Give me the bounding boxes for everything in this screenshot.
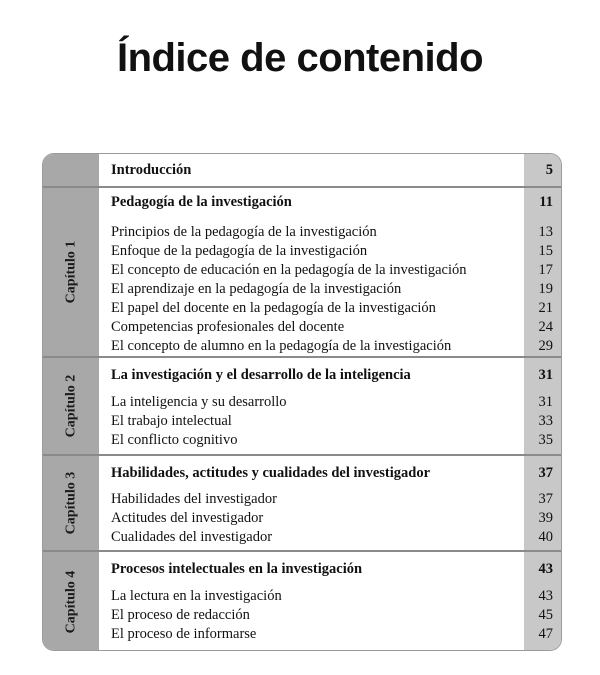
toc-entry[interactable]: El concepto de educación en la pedagogía de la investigación 17 (111, 262, 553, 278)
chapter-4-section (43, 550, 561, 651)
toc-entry[interactable]: El concepto de alumno en la pedagogía de la investigación 29 (111, 338, 553, 354)
toc-entry[interactable]: Principios de la pedagogía de la investigación 13 (111, 224, 553, 240)
chapter-4-heading[interactable]: Procesos intelectuales en la investigación 43 (111, 561, 553, 577)
toc-entry[interactable]: Competencias profesionales del docente 24 (111, 319, 553, 335)
chapter-2-section (43, 356, 561, 454)
chapter-2-heading[interactable]: La investigación y el desarrollo de la inteligencia 31 (111, 367, 553, 383)
toc-entry[interactable]: Habilidades del investigador 37 (111, 491, 553, 507)
toc-entry[interactable]: El papel del docente en la pedagogía de la investigación 21 (111, 300, 553, 316)
toc-entry[interactable]: El proceso de redacción 45 (111, 607, 553, 623)
chapter-1-heading[interactable]: Pedagogía de la investigación 11 (111, 194, 553, 210)
chapter-3-label: Capítulo 3 (63, 471, 78, 535)
toc-entry[interactable]: La lectura en la investigación 43 (111, 588, 553, 604)
chapter-2-label: Capítulo 2 (63, 374, 78, 438)
toc-entry[interactable]: El proceso de informarse 47 (111, 626, 553, 642)
toc-entry[interactable]: Actitudes del investigador 39 (111, 510, 553, 526)
table-of-contents (42, 153, 562, 651)
intro-page: 5 (545, 162, 553, 178)
chapter-3-section (43, 454, 561, 550)
page-title: Índice de contenido (116, 36, 484, 80)
toc-entry[interactable]: El conflicto cognitivo 35 (111, 432, 553, 448)
toc-entry[interactable]: El aprendizaje en la pedagogía de la investigación 19 (111, 281, 553, 297)
chapter-4-label: Capítulo 4 (63, 570, 78, 634)
chapter-1-section (43, 186, 561, 356)
toc-entry[interactable]: Cualidades del investigador 40 (111, 529, 553, 545)
toc-entry[interactable]: La inteligencia y su desarrollo 31 (111, 394, 553, 410)
chapter-1-label: Capítulo 1 (63, 240, 78, 304)
intro-section (43, 154, 561, 186)
intro-entry[interactable] (111, 162, 557, 182)
intro-title: Introducción (111, 162, 192, 178)
toc-entry[interactable]: El trabajo intelectual 33 (111, 413, 553, 429)
toc-entry[interactable]: Enfoque de la pedagogía de la investigación 15 (111, 243, 553, 259)
chapter-3-heading[interactable]: Habilidades, actitudes y cualidades del investigador 37 (111, 465, 553, 481)
